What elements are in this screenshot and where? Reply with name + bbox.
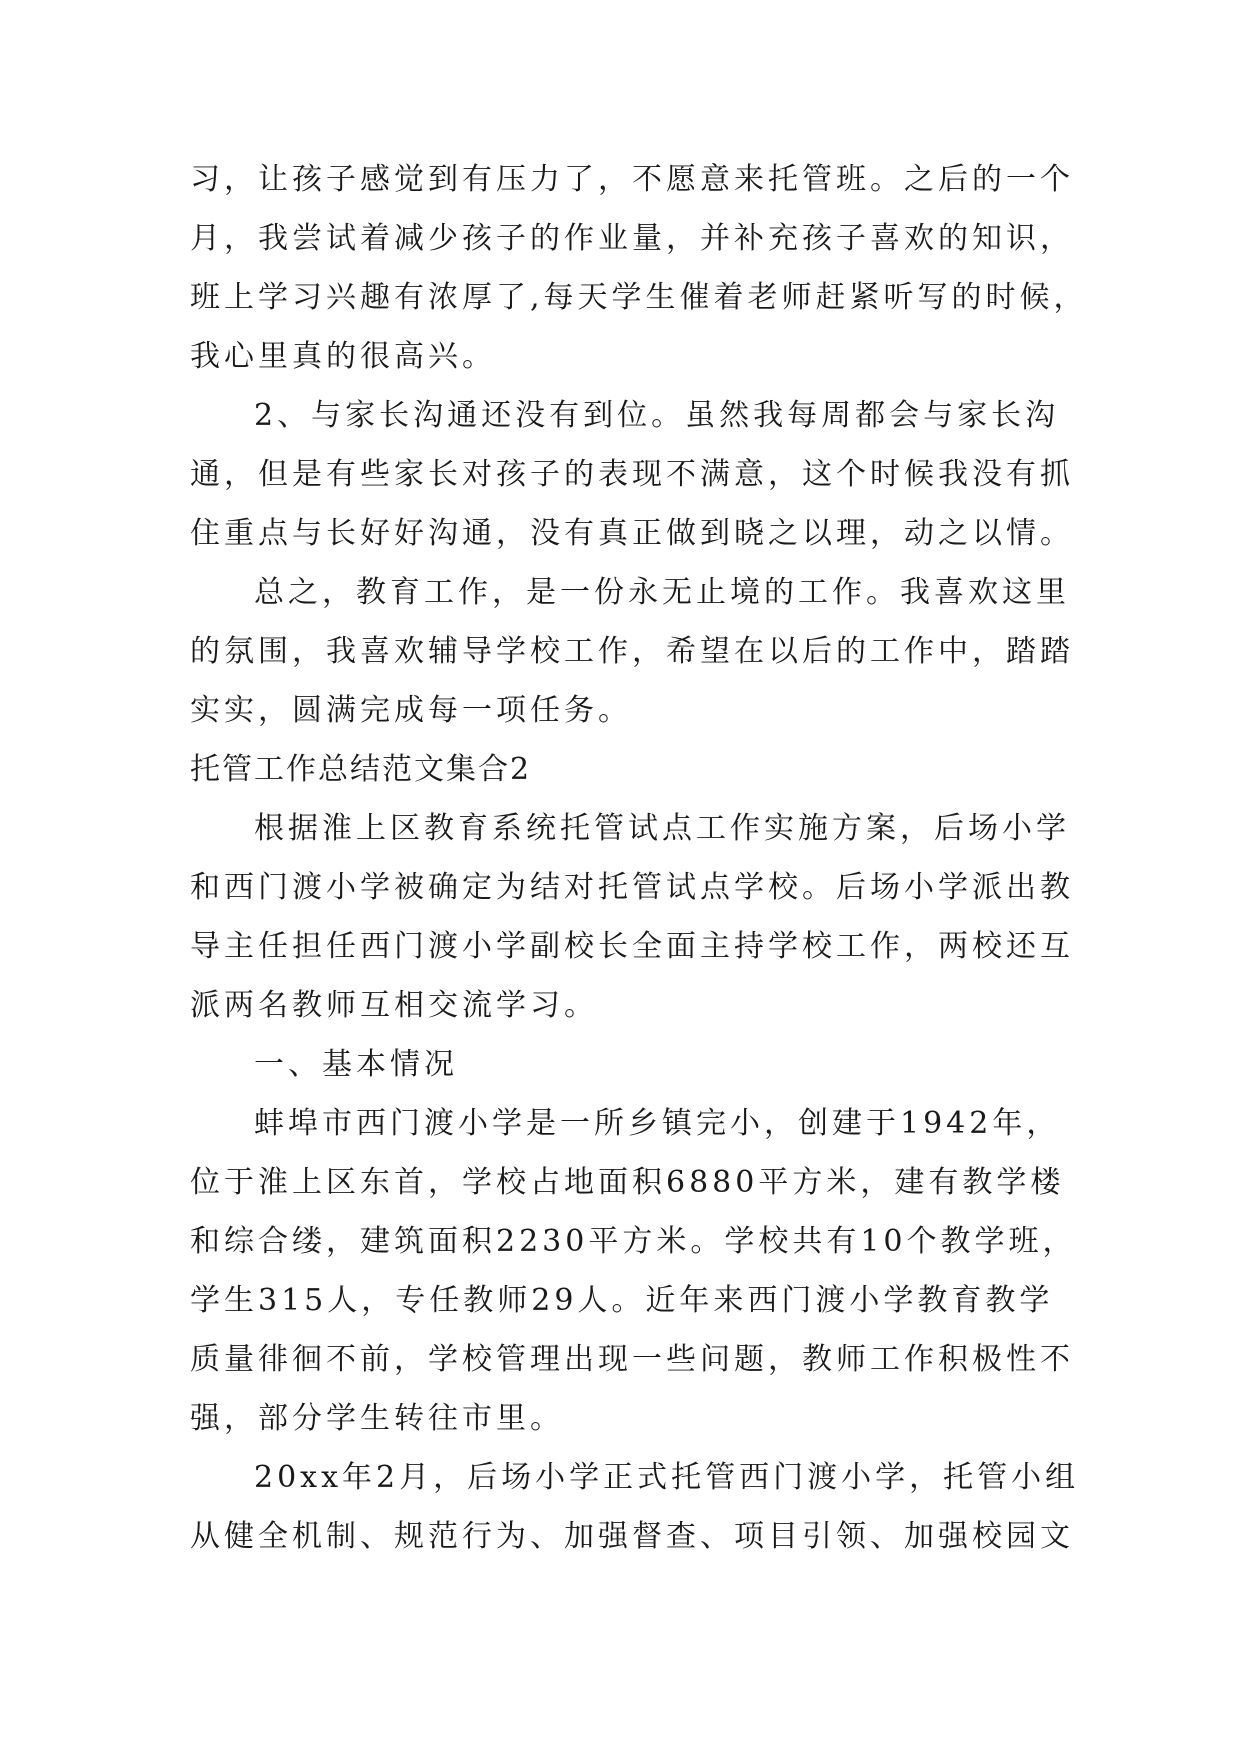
paragraph-line: 住重点与长好好沟通，没有真正做到晓之以理，动之以情。 <box>190 516 1074 551</box>
paragraph-line: 导主任担任西门渡小学副校长全面主持学校工作，两校还互 <box>190 929 1074 964</box>
paragraph-line: 班上学习兴趣有浓厚了,每天学生催着老师赶紧听写的时候， <box>190 280 1088 315</box>
paragraph-line: 月，我尝试着减少孩子的作业量，并补充孩子喜欢的知识， <box>190 221 1074 256</box>
paragraph-line: 位于淮上区东首，学校占地面积6880平方米，建有教学楼 <box>190 1165 1065 1200</box>
paragraph-line: 实实，圆满完成每一项任务。 <box>190 693 632 728</box>
paragraph-line: 从健全机制、规范行为、加强督查、项目引领、加强校园文 <box>190 1519 1074 1554</box>
document-body <box>190 150 1090 1566</box>
paragraph-line: 和综合缕，建筑面积2230平方米。学校共有10个教学班， <box>190 1224 1077 1259</box>
paragraph-line: 蚌埠市西门渡小学是一所乡镇完小，创建于1942年， <box>254 1106 1061 1141</box>
paragraph-line: 根据淮上区教育系统托管试点工作实施方案，后场小学 <box>254 811 1070 846</box>
paragraph-line: 我心里真的很高兴。 <box>190 339 496 374</box>
paragraph-line: 强，部分学生转往市里。 <box>190 1401 564 1436</box>
paragraph-line: 20xx年2月，后场小学正式托管西门渡小学，托管小组 <box>254 1460 1080 1495</box>
paragraph-line: 2、与家长沟通还没有到位。虽然我每周都会与家长沟 <box>254 398 1060 433</box>
paragraph-line: 通，但是有些家长对孩子的表现不满意，这个时候我没有抓 <box>190 457 1074 492</box>
paragraph-line: 总之，教育工作，是一份永无止境的工作。我喜欢这里 <box>254 575 1070 610</box>
paragraph-line: 习，让孩子感觉到有压力了，不愿意来托管班。之后的一个 <box>190 162 1074 197</box>
section-heading: 托管工作总结范文集合2 <box>190 752 532 787</box>
subsection-heading: 一、基本情况 <box>254 1047 458 1082</box>
paragraph-line: 的氛围，我喜欢辅导学校工作，希望在以后的工作中，踏踏 <box>190 634 1074 669</box>
paragraph-line: 和西门渡小学被确定为结对托管试点学校。后场小学派出教 <box>190 870 1074 905</box>
paragraph-line: 质量徘徊不前，学校管理出现一些问题，教师工作积极性不 <box>190 1342 1074 1377</box>
paragraph-line: 派两名教师互相交流学习。 <box>190 988 598 1023</box>
paragraph-line: 学生315人，专任教师29人。近年来西门渡小学教育教学 <box>190 1283 1054 1318</box>
